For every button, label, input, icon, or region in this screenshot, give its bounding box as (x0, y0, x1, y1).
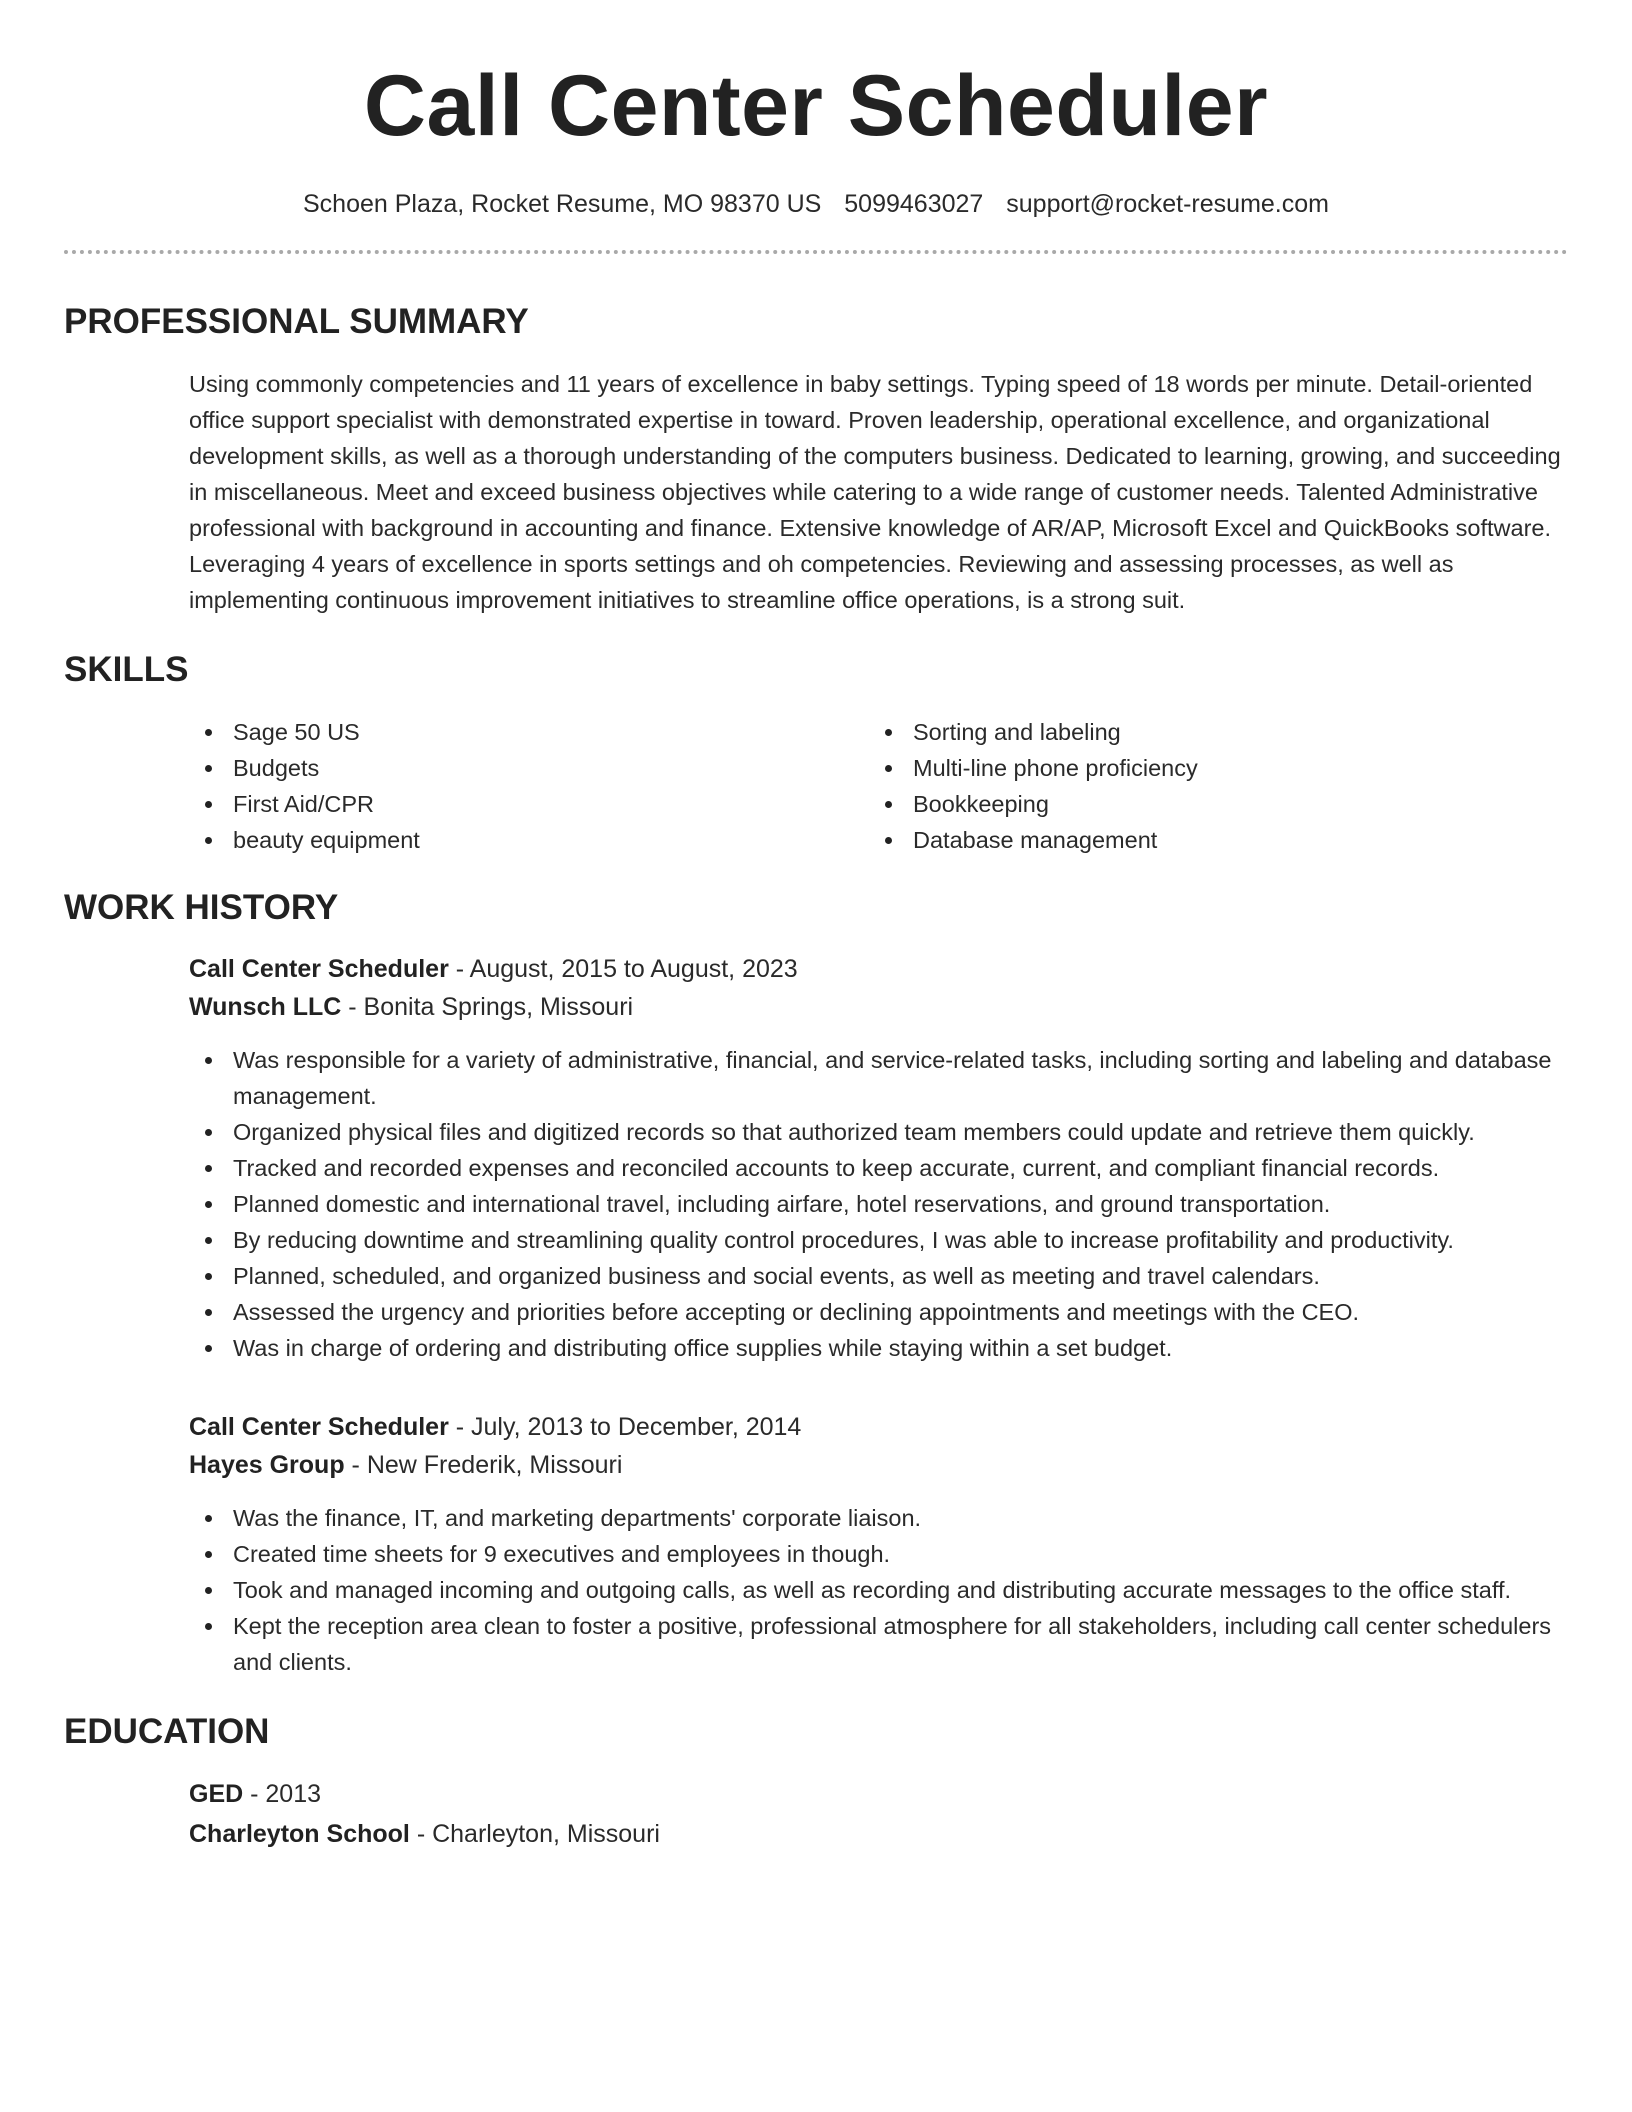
job-entry (189, 1408, 1568, 1680)
job-title-line (189, 1408, 1568, 1446)
job-dates: - July, 2013 to December, 2014 (448, 1413, 802, 1441)
skill-item: Bookkeeping (869, 786, 1549, 822)
job-bullets (189, 1500, 1568, 1680)
section-title-skills: SKILLS (64, 650, 189, 689)
skills-list (64, 714, 1568, 858)
education-school-line (189, 1814, 1568, 1854)
section-title-education: EDUCATION (64, 1712, 270, 1751)
skill-item: Multi-line phone proficiency (869, 750, 1549, 786)
job-bullet: Organized physical files and digitized records so that authorized team members could update and retrieve them quickly. (189, 1114, 1568, 1150)
skills-column-right (869, 714, 1549, 858)
contact-line (64, 188, 1568, 220)
education-entry (64, 1774, 1568, 1854)
education-degree: GED (189, 1780, 244, 1808)
education-year: - 2013 (243, 1780, 322, 1808)
skill-item: Sorting and labeling (869, 714, 1549, 750)
skills-column-left (189, 714, 869, 858)
job-company: Hayes Group (189, 1451, 345, 1479)
skill-item: Database management (869, 822, 1549, 858)
job-bullets (189, 1042, 1568, 1366)
education-location: - Charleyton, Missouri (409, 1820, 660, 1848)
job-location: - New Frederik, Missouri (344, 1451, 623, 1479)
job-bullet: Was responsible for a variety of administrative, financial, and service-related tasks, including sorting and labeling and database management. (189, 1042, 1568, 1114)
contact-address: Schoen Plaza, Rocket Resume, MO 98370 US (303, 190, 822, 218)
candidate-name: Call Center Scheduler (363, 58, 1269, 154)
job-entry (189, 950, 1568, 1366)
job-dates: - August, 2015 to August, 2023 (448, 955, 798, 983)
job-bullet: Kept the reception area clean to foster a positive, professional atmosphere for all stakeholders, including call center schedulers and clients. (189, 1608, 1568, 1680)
job-bullet: Assessed the urgency and priorities before accepting or declining appointments and meetings with the CEO. (189, 1294, 1568, 1330)
section-title-work-history: WORK HISTORY (64, 888, 339, 927)
job-location: - Bonita Springs, Missouri (341, 993, 634, 1021)
job-bullet: Planned domestic and international travel, including airfare, hotel reservations, and ground transportation. (189, 1186, 1568, 1222)
job-company-line (189, 988, 1568, 1026)
job-role: Call Center Scheduler (189, 955, 449, 983)
skill-item: First Aid/CPR (189, 786, 869, 822)
job-title-line (189, 950, 1568, 988)
job-bullet: Took and managed incoming and outgoing calls, as well as recording and distributing accurate messages to the office staff. (189, 1572, 1568, 1608)
job-company: Wunsch LLC (189, 993, 342, 1021)
skill-item: Sage 50 US (189, 714, 869, 750)
contact-phone: 5099463027 (844, 190, 984, 218)
summary-text: Using commonly competencies and 11 years of excellence in baby settings. Typing speed of 18 words per minute. Detail-oriented office support specialist with demonstrated expertise in toward. Proven leadership, operational excellence, and organizational development skills, as well as a thorough understanding of the computers business. Dedicated to learning, growing, and succeeding in miscellaneous. Meet and exceed business objectives while catering to a wide range of customer needs. Talented Administrative professional with background in accounting and finance. Extensive knowledge of AR/AP, Microsoft Excel and QuickBooks software. Leveraging 4 years of excellence in sports settings and oh competencies. Reviewing and assessing processes, as well as implementing continuous improvement initiatives to streamline office operations, is a strong suit. (189, 371, 1561, 613)
skill-item: Budgets (189, 750, 869, 786)
skill-item: beauty equipment (189, 822, 869, 858)
job-bullet: Created time sheets for 9 executives and employees in though. (189, 1536, 1568, 1572)
job-bullet: Was in charge of ordering and distributing office supplies while staying within a set budget. (189, 1330, 1568, 1366)
job-role: Call Center Scheduler (189, 1413, 449, 1441)
section-title-summary: PROFESSIONAL SUMMARY (64, 302, 529, 341)
job-bullet: Tracked and recorded expenses and reconciled accounts to keep accurate, current, and compliant financial records. (189, 1150, 1568, 1186)
header-divider (64, 250, 1568, 254)
contact-email: support@rocket-resume.com (1006, 190, 1329, 218)
job-bullet: Planned, scheduled, and organized business and social events, as well as meeting and travel calendars. (189, 1258, 1568, 1294)
education-degree-line (189, 1774, 1568, 1814)
education-school: Charleyton School (189, 1820, 410, 1848)
job-bullet: By reducing downtime and streamlining quality control procedures, I was able to increase profitability and productivity. (189, 1222, 1568, 1258)
job-bullet: Was the finance, IT, and marketing departments' corporate liaison. (189, 1500, 1568, 1536)
job-company-line (189, 1446, 1568, 1484)
